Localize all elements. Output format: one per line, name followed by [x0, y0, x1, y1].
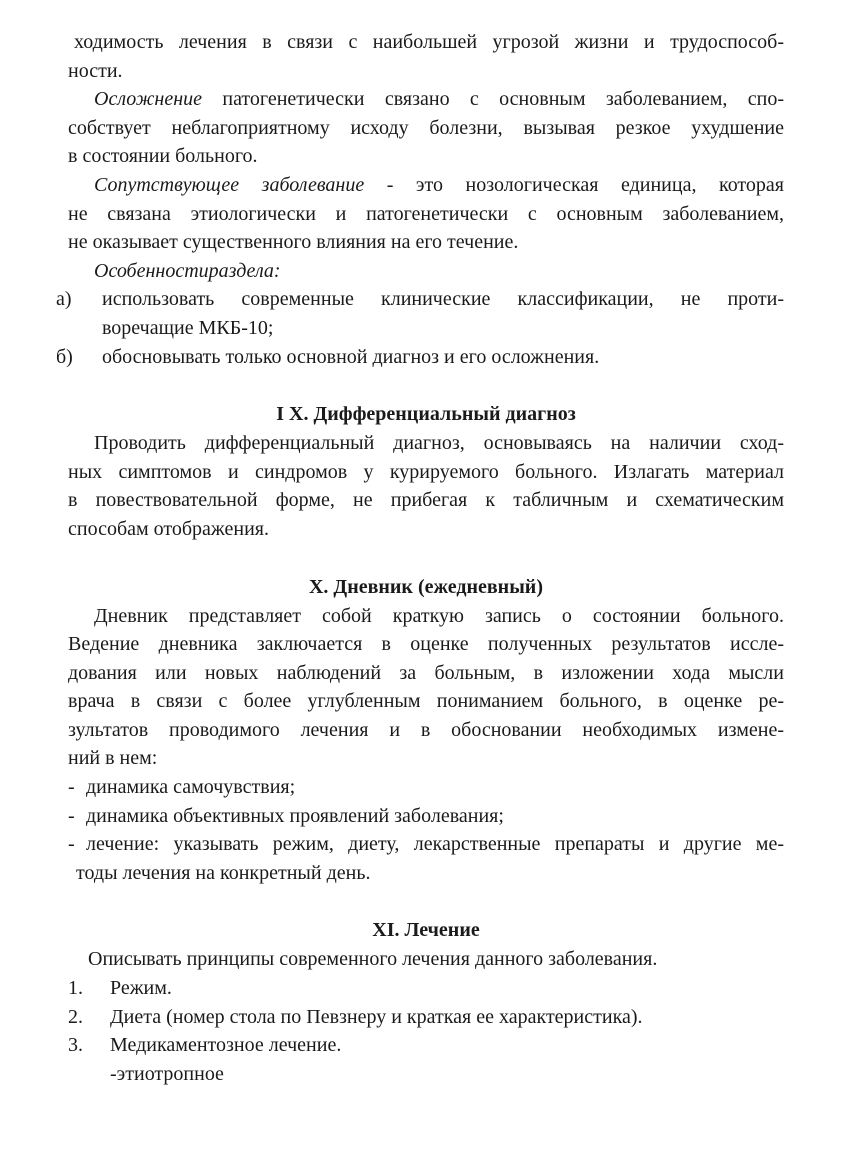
list-text: обосновывать только основной диагноз и его осложнения. [102, 345, 600, 368]
text-line: ности. [68, 59, 123, 82]
list-item [68, 1003, 784, 1032]
section-heading: I X. Дифференциальный диагноз [276, 403, 576, 426]
text-line: ных симптомов и синдромов у курируемого больного. Излагать материал [68, 460, 784, 483]
text-line: в повествовательной форме, не прибегая к табличным и схематическим [68, 489, 784, 512]
text-line: собствует неблагоприятному исходу болезни, вызывая резкое ухудшение [68, 116, 784, 139]
sub-item: -этиотропное [110, 1062, 224, 1085]
text-line: не оказывает существенного влияния на его течение. [68, 231, 519, 254]
text-line: врача в связи с более углубленным пониманием больного, в оценке ре- [68, 690, 784, 713]
list-item [68, 802, 784, 831]
list-marker: - [68, 833, 75, 856]
list-marker: а) [56, 288, 72, 311]
list-text-continuation: тоды лечения на конкретный день. [76, 861, 371, 884]
text-line: не связана этиологически и патогенетически с основным заболеванием, [68, 202, 784, 225]
text-line: Проводить дифференциальный диагноз, основываясь на наличии сход- [94, 432, 784, 455]
text-line: способам отображения. [68, 517, 269, 540]
text-line: ний в нем: [68, 747, 158, 770]
page-content [56, 28, 784, 1088]
list-text: использовать современные клинические классификации, не проти- [102, 288, 784, 311]
list-text-continuation: воречащие МКБ-10; [102, 316, 274, 339]
list-text: лечение: указывать режим, диету, лекарственные препараты и другие ме- [86, 833, 784, 856]
list-text: динамика объективных проявлений заболевания; [86, 804, 504, 827]
list-text: Режим. [110, 977, 172, 1000]
list-item [68, 974, 784, 1003]
text-line: Описывать принципы современного лечения данного заболевания. [88, 948, 658, 971]
paragraph-complication [68, 85, 784, 114]
list-text: Диета (номер стола по Певзнеру и краткая ее характеристика). [110, 1005, 643, 1028]
list-item [56, 343, 784, 372]
text-span: - это нозологическая единица, которая [364, 173, 784, 196]
text-line: Ведение дневника заключается в оценке полученных результатов иссле- [68, 633, 784, 656]
list-marker: 3. [68, 1034, 83, 1057]
text-span: патогенетически связано с основным заболеванием, спо- [202, 88, 784, 111]
list-marker: - [68, 804, 75, 827]
list-marker: 2. [68, 1005, 83, 1028]
features-label [68, 257, 784, 286]
text-line: Дневник представляет собой краткую запись о состоянии больного. [94, 604, 784, 627]
list-marker: 1. [68, 977, 83, 1000]
list-item [68, 830, 784, 859]
term-concomitant: Сопутствующее заболевание [94, 173, 365, 196]
list-marker: - [68, 776, 75, 799]
text-line: ходимость лечения в связи с наибольшей угрозой жизни и трудоспособ- [74, 31, 784, 53]
text-line: в состоянии больного. [68, 145, 258, 168]
list-text: динамика самочувствия; [86, 776, 296, 799]
section-heading: X. Дневник (ежедневный) [308, 575, 543, 598]
paragraph-concomitant [68, 171, 784, 200]
list-marker: б) [56, 345, 73, 368]
section-heading: XI. Лечение [372, 919, 480, 942]
list-item [56, 285, 784, 314]
text-line: зультатов проводимого лечения и в обосновании необходимых измене- [68, 718, 784, 741]
term-complication: Осложнение [94, 88, 202, 111]
text-line: дования или новых наблюдений за больным, в изложении хода мысли [68, 661, 784, 684]
list-item [68, 1031, 784, 1060]
features-label-text: Особенностираздела: [94, 259, 281, 282]
list-item [68, 773, 784, 802]
list-text: Медикаментозное лечение. [110, 1034, 342, 1057]
